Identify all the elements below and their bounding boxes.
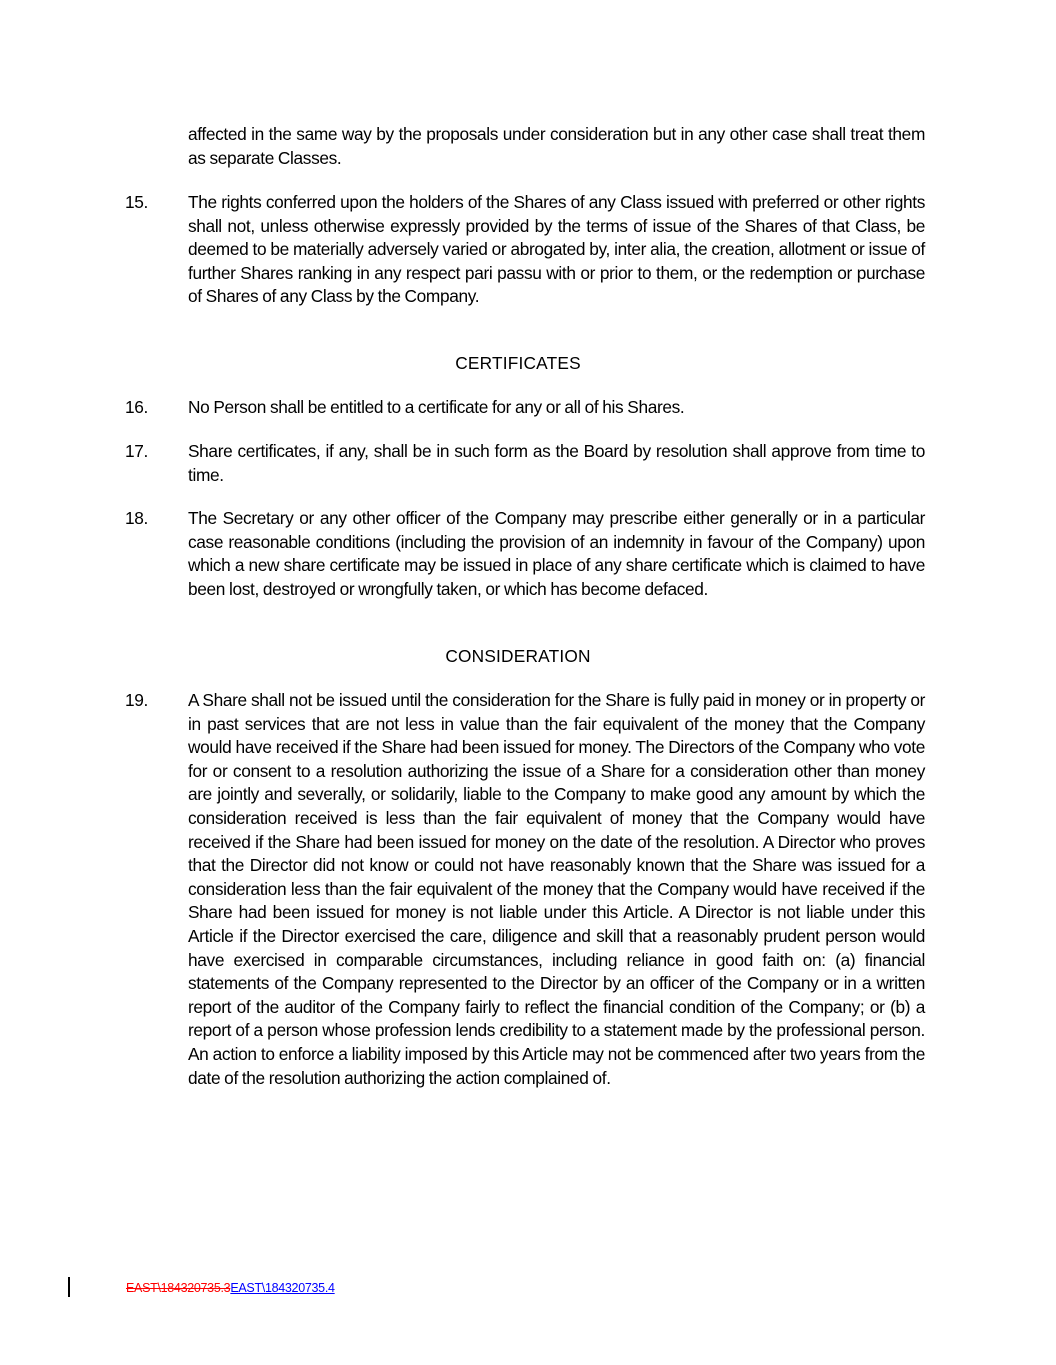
- paragraph-18: [125, 507, 925, 601]
- paragraph-15: [125, 191, 925, 309]
- paragraph-text: Share certificates, if any, shall be in such form as the Board by resolution shall approve from time to time.: [188, 441, 925, 485]
- deleted-document-id: EAST\184320735.3: [126, 1281, 231, 1295]
- revision-change-bar: [68, 1277, 70, 1297]
- paragraph-number: 15.: [125, 192, 148, 212]
- section-heading-consideration: CONSIDERATION: [445, 646, 591, 666]
- paragraph-text: A Share shall not be issued until the consideration for the Share is fully paid in money or in property or in past services that are not less in value than the fair equivalent of the money that the Company would have received if the Share had been issued for money. The Directors of the Company who vote for or consent to a resolution authorizing the issue of a Share for a consideration other than money are jointly and severally, or solidarily, liable to the Company to make good any amount by which the consideration received is less than the fair equivalent of money that the Company would have received if the Share had been issued for money on the date of the resolution. A Director who proves that the Director did not know or could not have reasonably known that the Share was issued for a consideration less than the fair equivalent of the money that the Company would have received if the Share had been issued for money is not liable under this Article. A Director is not liable under this Article if the Director exercised the care, diligence and skill that a reasonably prudent person would have exercised in comparable circumstances, including reliance in good faith on: (a) financial statements of the Company represented to the Director by an officer of the Company or in a written report of the auditor of the Company fairly to reflect the financial condition of the Company; or (b) a report of a person whose profession lends credibility to a statement made by the professional person. An action to enforce a liability imposed by this Article may not be commenced after two years from the date of the resolution authorizing the action complained of.: [188, 690, 925, 1088]
- section-heading-certificates: CERTIFICATES: [455, 353, 581, 373]
- intro-continuation: affected in the same way by the proposals under consideration but in any other case shall treat them as separate Classes.: [188, 124, 925, 168]
- paragraph-number: 16.: [125, 397, 148, 417]
- paragraph-16: [125, 396, 925, 420]
- paragraph-number: 17.: [125, 441, 148, 461]
- paragraph-text: The Secretary or any other officer of the Company may prescribe either generally or in a particular case reasonable conditions (including the provision of an indemnity in favour of the Company) upon which a new share certificate may be issued in place of any share certificate which is claimed to have been lost, destroyed or wrongfully taken, or which has become defaced.: [188, 508, 925, 599]
- paragraph-number: 19.: [125, 690, 148, 710]
- paragraph-text: No Person shall be entitled to a certificate for any or all of his Shares.: [188, 397, 685, 417]
- paragraph-text: The rights conferred upon the holders of the Shares of any Class issued with preferred or other rights shall not, unless otherwise expressly provided by the terms of issue of the Shares of that Class, be deemed to be materially adversely varied or abrogated by, inter alia, the creation, allotment or issue of further Shares ranking in any respect pari passu with or prior to them, or the redemption or purchase of Shares of any Class by the Company.: [188, 192, 925, 307]
- paragraph-17: [125, 440, 925, 487]
- inserted-document-id: EAST\184320735.4: [230, 1281, 335, 1295]
- paragraph-number: 18.: [125, 508, 148, 528]
- document-id-footer: [126, 1280, 335, 1296]
- paragraph-19: [125, 689, 925, 1090]
